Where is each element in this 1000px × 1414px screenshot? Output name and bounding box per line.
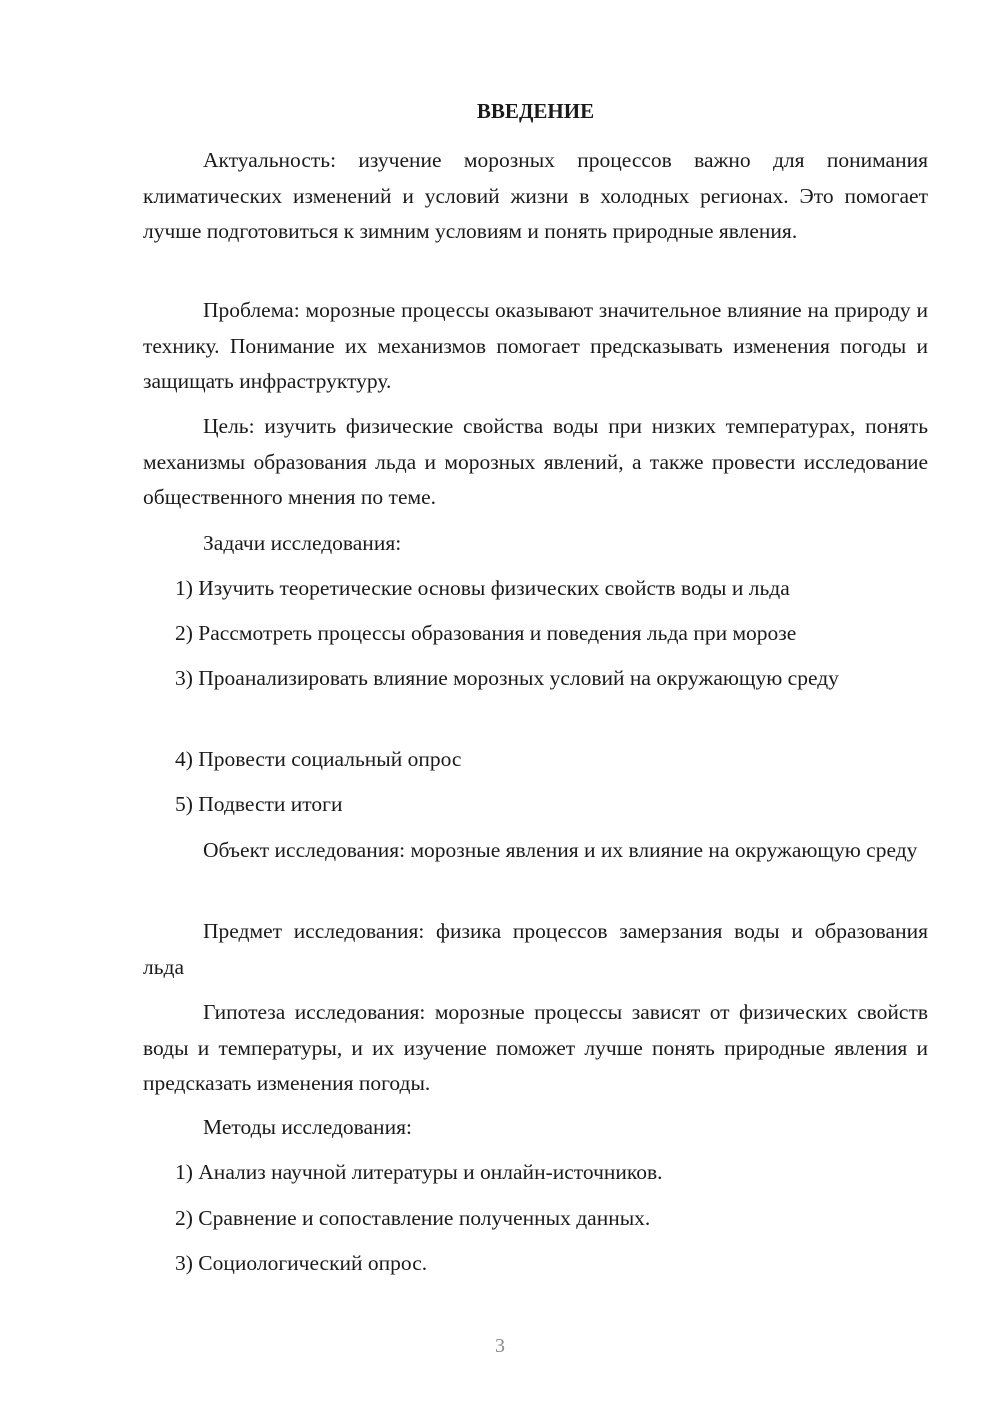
hypothesis-paragraph: Гипотеза исследования: морозные процессы зависят от физических свойств воды и температуры, и их изучение поможет лучше понять природные явления и предсказать изменения погоды. xyxy=(143,1000,928,1095)
methods-list-item: 2) Сравнение и сопоставление полученных данных. xyxy=(175,1206,651,1230)
tasks-list-item: 5) Подвести итоги xyxy=(175,792,343,816)
problem-paragraph: Проблема: морозные процессы оказывают значительное влияние на природу и технику. Понимание их механизмов помогает предсказывать изменения погоды и защищать инфраструктуру. xyxy=(143,298,928,393)
page-number: 3 xyxy=(495,1335,505,1357)
methods-list-item: 1) Анализ научной литературы и онлайн-источников. xyxy=(175,1160,663,1184)
tasks-title: Задачи исследования: xyxy=(203,531,402,555)
relevance-paragraph: Актуальность: изучение морозных процессов важно для понимания климатических изменений и условий жизни в холодных регионах. Это помогает лучше подготовиться к зимним условиям и понять природные явления. xyxy=(143,148,928,243)
tasks-list-item: 2) Рассмотреть процессы образования и поведения льда при морозе xyxy=(175,621,797,645)
object-paragraph: Объект исследования: морозные явления и их влияние на окружающую среду xyxy=(203,838,918,862)
methods-title: Методы исследования: xyxy=(203,1115,412,1139)
methods-list-item: 3) Социологический опрос. xyxy=(175,1251,428,1275)
subject-paragraph: Предмет исследования: физика процессов замерзания воды и образования льда xyxy=(143,919,928,979)
page-title: ВВЕДЕНИЕ xyxy=(476,99,595,123)
tasks-list-item: 1) Изучить теоретические основы физических свойств воды и льда xyxy=(175,576,790,600)
tasks-list-item: 3) Проанализировать влияние морозных условий на окружающую среду xyxy=(175,666,839,690)
goal-paragraph: Цель: изучить физические свойства воды при низких температурах, понять механизмы образования льда и морозных явлений, а также провести исследование общественного мнения по теме. xyxy=(143,414,928,509)
tasks-list-item: 4) Провести социальный опрос xyxy=(175,747,462,771)
